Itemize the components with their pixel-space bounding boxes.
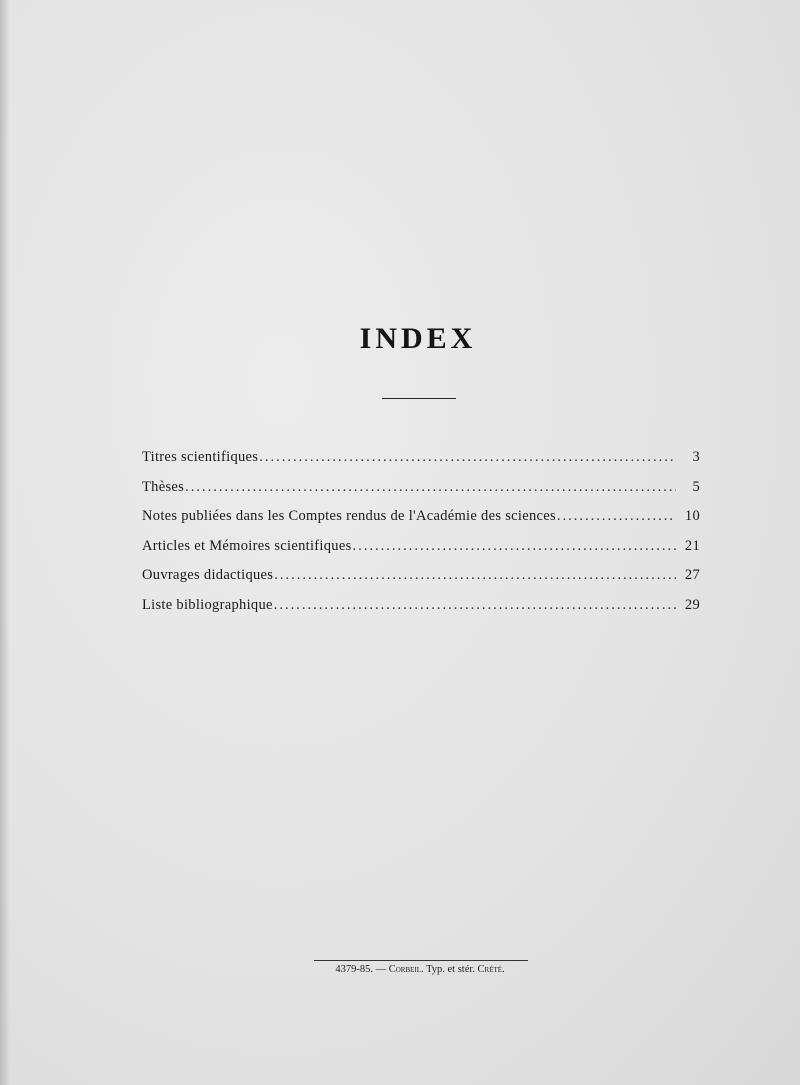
toc-entry-page: 10 [684, 508, 700, 524]
imprint-text: Typ. et stér. [426, 964, 475, 975]
toc-entry [142, 597, 700, 627]
toc-entry [142, 567, 700, 597]
toc-entry [142, 538, 700, 568]
toc-entry [142, 479, 700, 509]
toc-entry-page: 21 [684, 537, 700, 554]
toc-dot-leader [274, 567, 676, 584]
imprint-printer: Crété. [477, 964, 505, 975]
toc-entry-label: Articles et Mémoires scientifiques [142, 537, 352, 554]
toc-entry-page: 3 [692, 449, 700, 465]
footer-divider [314, 960, 528, 961]
toc-dot-leader [274, 597, 676, 614]
toc-dot-leader [185, 479, 676, 496]
page-title: INDEX [359, 322, 477, 355]
toc-entry-label: Titres scientifiques [142, 449, 259, 465]
toc-dot-leader [259, 449, 676, 466]
table-of-contents [142, 449, 700, 626]
toc-entry-page: 5 [692, 478, 700, 495]
toc-entry-label: Ouvrages didactiques [142, 567, 274, 583]
printer-imprint [0, 964, 800, 975]
toc-entry-label: Thèses [142, 478, 185, 495]
toc-dot-leader [353, 538, 676, 555]
title-divider [382, 398, 456, 399]
toc-entry-label: Liste bibliographique [142, 596, 273, 613]
toc-entry-label: Notes publiées dans les Comptes rendus de l'Académie des sciences [142, 508, 556, 524]
toc-dot-leader [557, 508, 676, 525]
page-edge-shadow [0, 0, 10, 1085]
toc-entry-page: 29 [684, 596, 700, 613]
imprint-number: 4379-85. — [335, 964, 387, 975]
toc-entry [142, 449, 700, 479]
toc-entry [142, 508, 700, 538]
imprint-place: Corbeil. [388, 964, 424, 975]
toc-entry-page: 27 [684, 567, 700, 583]
